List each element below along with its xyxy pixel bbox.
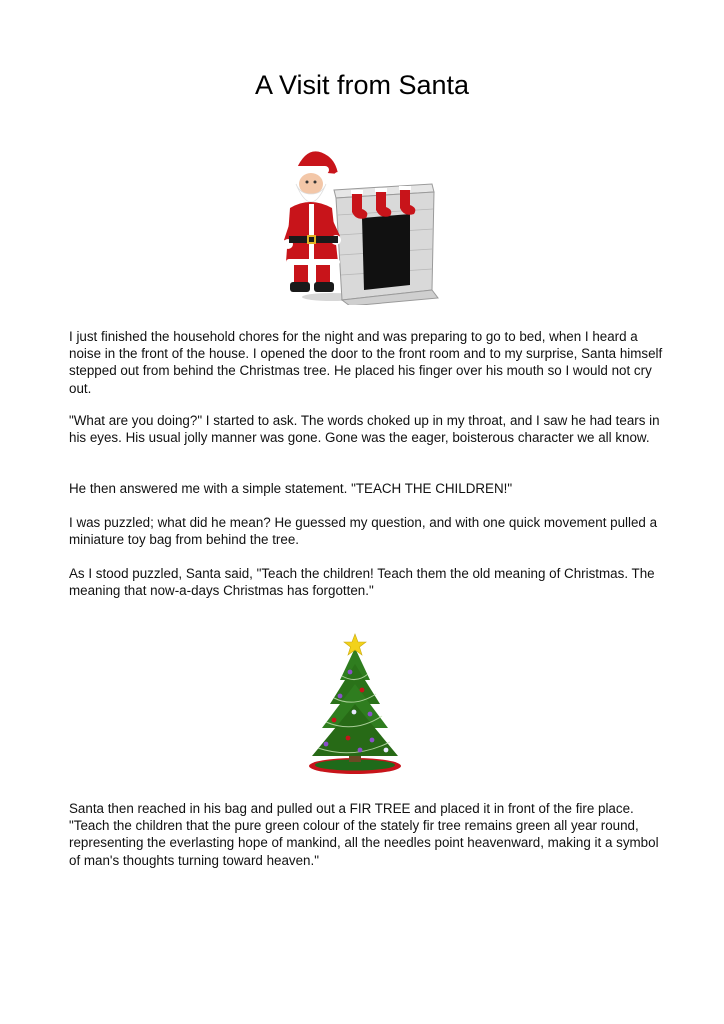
santa-fireplace-icon: [272, 140, 452, 305]
paragraph-5: As I stood puzzled, Santa said, "Teach the children! Teach them the old meaning of Christmas. The meaning that now-a-days Christmas has forgotten.": [69, 566, 655, 599]
paragraph-1: I just finished the household chores for the night and was preparing to go to bed, when I heard a noise in the front of the house. I opened the door to the front room and to my surprise, Santa himself stepped out from behind the Christmas tree. He placed his finger over his mouth so I would not cry out.: [69, 329, 663, 396]
christmas-tree-icon: [300, 632, 410, 778]
paragraph-6: Santa then reached in his bag and pulled out a FIR TREE and placed it in front of the fire place. "Teach the children that the pure green colour of the stately fir tree remains green all year round, representing the everlasting hope of mankind, all the needles point heavenward, making it a symbol of man's thoughts turning toward heaven.": [69, 801, 659, 868]
santa-icon: [283, 151, 342, 292]
paragraph-2: "What are you doing?" I started to ask. The words choked up in my throat, and I saw he had tears in his eyes. His usual jolly manner was gone. Gone was the eager, boisterous character we all know.: [69, 413, 660, 446]
paragraph-4: I was puzzled; what did he mean? He guessed my question, and with one quick movement pulled a miniature toy bag from behind the tree.: [69, 515, 658, 548]
page-title: A Visit from Santa: [254, 70, 470, 100]
stocking-icons: [351, 186, 415, 219]
paragraph-3: He then answered me with a simple statement. "TEACH THE CHILDREN!": [69, 481, 513, 496]
